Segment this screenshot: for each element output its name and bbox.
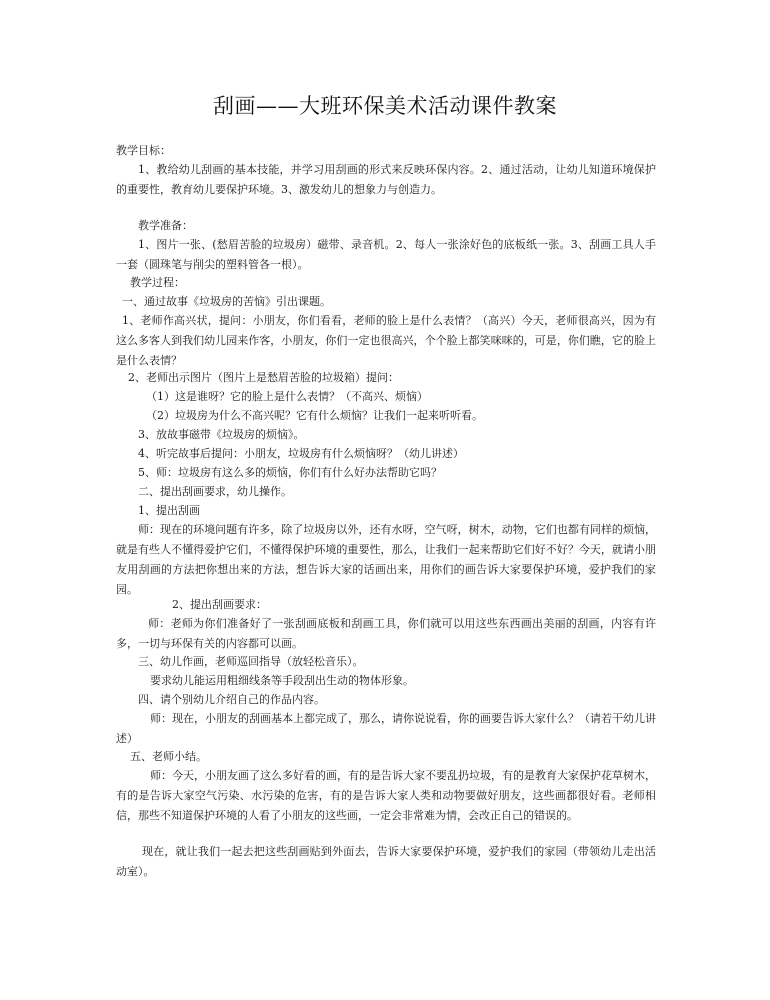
paragraph: 师：今天，小朋友画了这么多好看的画，有的是告诉大家不要乱扔垃圾，有的是教育大家保护花草树木，有的是告诉大家空气污染、水污染的危害，有的是告诉大家人类和动物要做好朋友，这些画都很好看。老师相信，那些不知道保护环境的人看了小朋友的这些画，一定会非常难为情，会改正自己的错误的。 — [116, 769, 656, 822]
paragraph: 五、老师小结。 — [130, 750, 207, 763]
paragraph: （1）这是谁呀？它的脸上是什么表情？（不高兴、烦恼） — [146, 390, 428, 403]
paragraph: 师：老师为你们准备好了一张刮画底板和刮画工具，你们就可以用这些东西画出美丽的刮画，内容有许多，一切与环保有关的内容都可以画。 — [116, 617, 656, 650]
paragraph: 1、图片一张、(愁眉苦脸的垃圾房）磁带、录音机。2、每人一张涂好色的底板纸一张。3、刮画工具人手一套（圆珠笔与削尖的塑料管各一根）。 — [116, 238, 656, 271]
section-heading: 教学过程： — [130, 276, 185, 289]
paragraph: 二、提出刮画要求，幼儿操作。 — [138, 485, 292, 498]
document-title: 刮画——大班环保美术活动课件教案 — [213, 94, 557, 118]
paragraph: 2、提出刮画要求： — [172, 598, 267, 611]
paragraph: 师：现在，小朋友的刮画基本上都完成了，那么，请你说说看，你的画要告诉大家什么？（请若干幼儿讲述） — [116, 712, 656, 745]
paragraph: 师：现在的环境问题有许多，除了垃圾房以外，还有水呀，空气呀，树木，动物，它们也都有同样的烦恼，就是有些人不懂得爱护它们，不懂得保护环境的重要性，那么，让我们一起来帮助它们好不好？今天，就请小朋友用刮画的方法把你想出来的方法，想告诉大家的话画出来，用你们的画告诉大家要保护环境，爱护我们的家园。 — [116, 523, 656, 596]
section-heading: 教学准备： — [138, 219, 193, 232]
paragraph: 现在，就让我们一起去把这些刮画贴到外面去，告诉大家要保护环境，爱护我们的家园（带领幼儿走出活动室）。 — [116, 845, 656, 878]
paragraph: 三、幼儿作画，老师巡回指导（放轻松音乐）。 — [138, 655, 364, 668]
paragraph: 1、老师作高兴状，提问：小朋友，你们看看，老师的脸上是什么表情？（高兴）今天，老师很高兴，因为有这么多客人到我们幼儿园来作客，小朋友，你们一定也很高兴，个个脸上都笑咪咪的，可是，你们瞧，它的脸上是什么表情？ — [116, 314, 656, 367]
paragraph: 要求幼儿能运用粗细线条等手段刮出生动的物体形象。 — [150, 674, 414, 687]
section-heading: 教学目标： — [116, 144, 171, 157]
paragraph: 一、通过故事《垃圾房的苦恼》引出课题。 — [122, 295, 331, 308]
paragraph: 5、师：垃圾房有这么多的烦恼，你们有什么好办法帮助它吗？ — [138, 466, 442, 479]
paragraph: 2、老师出示图片（图片上是愁眉苦脸的垃圾箱）提问： — [128, 371, 399, 384]
paragraph: 3、放故事磁带《垃圾房的烦恼》。 — [138, 428, 305, 441]
paragraph: （2）垃圾房为什么不高兴呢？它有什么烦恼？让我们一起来听听看。 — [146, 409, 483, 422]
paragraph: 1、提出刮画 — [138, 504, 200, 517]
paragraph: 1、教给幼儿刮画的基本技能，并学习用刮画的形式来反映环保内容。2、通过活动，让幼儿知道环境保护的重要性，教育幼儿要保护环境。3、激发幼儿的想象力与创造力。 — [116, 163, 656, 196]
paragraph: 四、请个别幼儿介绍自己的作品内容。 — [138, 693, 325, 706]
paragraph: 4、听完故事后提问：小朋友，垃圾房有什么烦恼呀？（幼儿讲述） — [138, 447, 464, 460]
